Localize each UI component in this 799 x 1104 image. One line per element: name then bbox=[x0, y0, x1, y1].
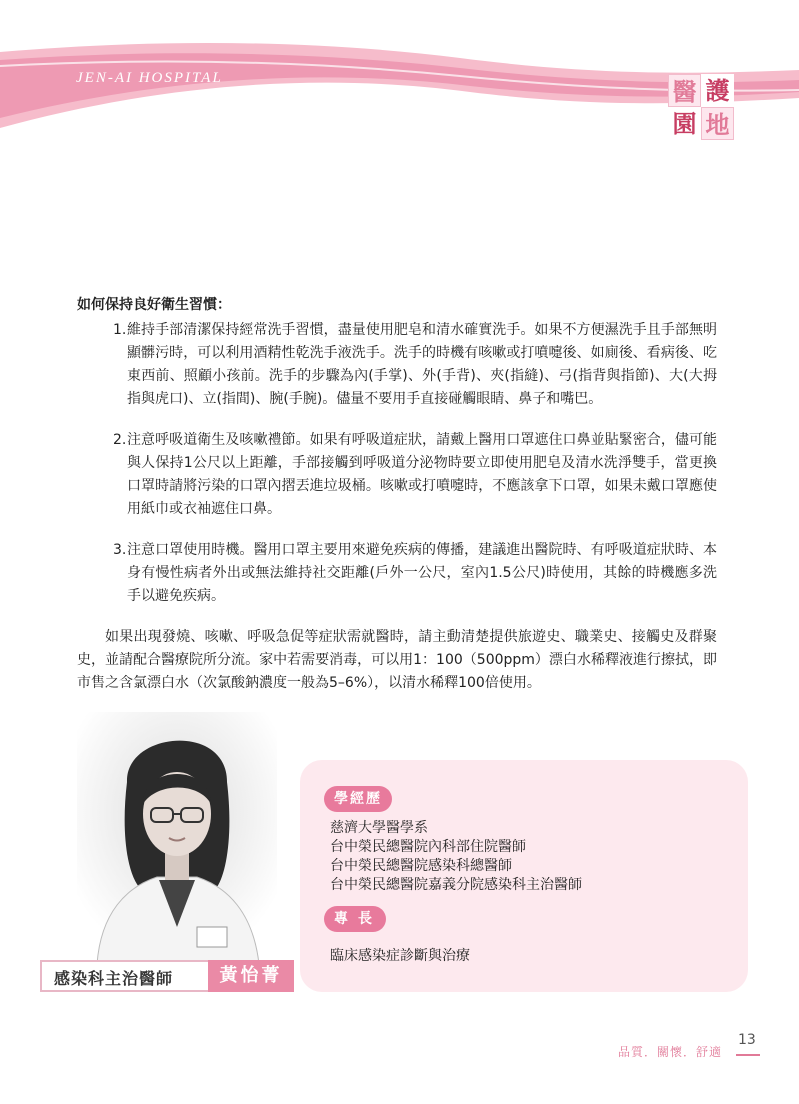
page-number: 13 bbox=[738, 1032, 756, 1048]
education-item: 台中榮民總醫院感染科總醫師 bbox=[330, 858, 512, 874]
education-item: 慈濟大學醫學系 bbox=[330, 820, 428, 836]
badge-char: 護 bbox=[701, 74, 734, 107]
list-item-text: 注意口罩使用時機。醫用口罩主要用來避免疾病的傳播，建議進出醫院時、有呼吸道症狀時、本身有慢性病者外出或無法維持社交距離(戶外一公尺，室內1.5公尺)時使用，其餘的時機應多洗手以避免疾病。 bbox=[127, 542, 717, 604]
doctor-profile-card bbox=[300, 760, 748, 992]
section-title: 如何保持良好衛生習慣： bbox=[77, 297, 231, 313]
education-list bbox=[330, 819, 582, 895]
doctor-name: 黃怡菁 bbox=[208, 960, 294, 992]
doctor-photo bbox=[77, 712, 277, 964]
education-label: 學經歷 bbox=[324, 786, 392, 812]
list-item bbox=[77, 429, 717, 521]
doctor-name-bar bbox=[40, 960, 294, 992]
hospital-name: JEN-AI HOSPITAL bbox=[76, 70, 223, 86]
section-badge bbox=[668, 74, 734, 140]
list-item-text: 注意呼吸道衛生及咳嗽禮節。如果有呼吸道症狀，請戴上醫用口罩遮住口鼻並貼緊密合，儘可能與人保持1公尺以上距離，手部接觸到呼吸道分泌物時要立即使用肥皂及清水洗淨雙手，當更換口罩時請將污染的口罩內摺丟進垃圾桶。咳嗽或打噴嚏時，不應該拿下口罩，如果未戴口罩應使用紙巾或衣袖遮住口鼻。 bbox=[127, 432, 717, 517]
badge-char: 園 bbox=[668, 107, 701, 140]
specialty-label: 專長 bbox=[324, 906, 386, 932]
badge-char: 醫 bbox=[668, 74, 701, 107]
closing-paragraph: 如果出現發燒、咳嗽、呼吸急促等症狀需就醫時，請主動清楚提供旅遊史、職業史、接觸史及群聚史，並請配合醫療院所分流。家中若需要消毒，可以用1：100（500ppm）漂白水稀釋液進行擦拭，即市售之含氯漂白水（次氯酸鈉濃度一般為5–6%），以清水稀釋100倍使用。 bbox=[77, 629, 717, 691]
footer-divider bbox=[736, 1054, 760, 1056]
list-item-number: 3. bbox=[113, 542, 127, 558]
article-body bbox=[77, 294, 717, 695]
education-item: 台中榮民總醫院嘉義分院感染科主治醫師 bbox=[330, 877, 582, 893]
specialty-text: 臨床感染症診斷與治療 bbox=[330, 948, 470, 964]
badge-char: 地 bbox=[701, 107, 734, 140]
footer-slogan: 品質．關懷．舒適 bbox=[618, 1045, 723, 1059]
list-item-number: 2. bbox=[113, 432, 127, 448]
list-item bbox=[77, 539, 717, 608]
doctor-title: 感染科主治醫師 bbox=[54, 969, 174, 988]
list-item bbox=[77, 319, 717, 411]
list-item-number: 1. bbox=[113, 322, 127, 338]
list-item-text: 維持手部清潔保持經常洗手習慣，盡量使用肥皂和清水確實洗手。如果不方便濕洗手且手部無明顯髒污時，可以利用酒精性乾洗手液洗手。洗手的時機有咳嗽或打噴嚏後、如廁後、看病後、吃東西前、照顧小孩前。洗手的步驟為內(手掌)、外(手背)、夾(指縫)、弓(指背與指節)、大(大拇指與虎口)、立(指間)、腕(手腕)。儘量不要用手直接碰觸眼睛、鼻子和嘴巴。 bbox=[127, 322, 717, 407]
education-item: 台中榮民總醫院內科部住院醫師 bbox=[330, 839, 526, 855]
